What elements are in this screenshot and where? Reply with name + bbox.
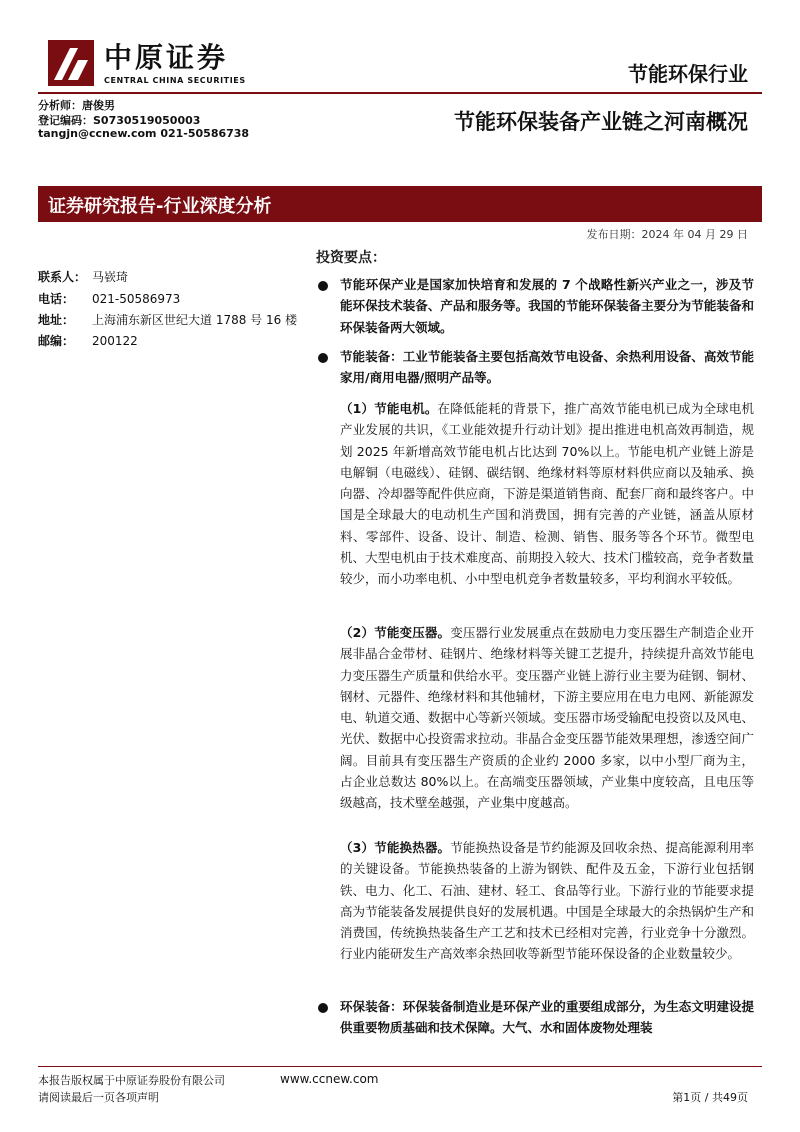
bullet-icon xyxy=(318,1003,328,1013)
subsection-transformer xyxy=(340,622,754,814)
contact-phone-label: 电话： xyxy=(38,292,75,306)
logo-subtext: CENTRAL CHINA SECURITIES xyxy=(104,76,246,85)
subsection-heat-exchanger-body: 节能换热设备是节约能源及回收余热、提高能源利用率的关键设备。节能换热装备的上游为钢铁、配件及五金，下游行业包括钢铁、电力、化工、石油、建材、轻工、食品等行业。下游行业的节能要求提高为节能装备发展提供良好的发展机遇。中国是全球最大的余热锅炉生产和消费国，传统换热装备生产工艺和技术已经相对完善，行业竞争十分激烈。行业内能研发生产高效率余热回收等新型节能环保设备的企业数量较少。 xyxy=(340,840,754,962)
point-paragraph-2: 节能装备：工业节能装备主要包括高效节电设备、余热利用设备、高效节能家用/商用电器/照明产品等。 xyxy=(340,349,754,386)
logo-icon xyxy=(48,40,94,86)
contact-zip xyxy=(38,332,138,350)
bullet-icon xyxy=(318,353,328,363)
analyst-registration: 登记编码：S0730519050003 xyxy=(38,114,201,127)
contact-phone-value: 021-50586973 xyxy=(92,292,181,306)
page-number: 第1页 / 共49页 xyxy=(672,1091,748,1104)
subsection-motor xyxy=(340,398,754,590)
point-paragraph-1: 节能环保产业是国家加快培育和发展的 7 个战略性新兴产业之一，涉及节能环保技术装备、产品和服务等。我国的节能环保装备主要分为节能装备和环保装备两大领域。 xyxy=(340,277,754,335)
analyst-contact: tangjn@ccnew.com 021-50586738 xyxy=(38,127,250,140)
subsection-heat-exchanger xyxy=(340,837,754,965)
subsection-motor-body: 在降低能耗的背景下，推广高效节能电机已成为全球电机产业发展的共识，《工业能效提升行动计划》提出推进电机高效再制造，规划 2025 年新增高效节能电机占比达到 70%以上。节能电机产业链上游是电解铜（电磁线）、硅钢、碳结钢、绝缘材料等原材料供应商以及轴承、换向器、冷却器等配件供应商，下游是渠道销售商、配套厂商和最终客户。中国是全球最大的电动机生产国和消费国，拥有完善的产业链，涵盖从原材料、零部件、设备、设计、制造、检测、销售、服务等各个环节。微型电机、大型电机由于技术难度高、前期投入较大、技术门槛较高，竞争者数量较少，而小功率电机、小中型电机竞争者数量较多，平均利润水平较低。 xyxy=(340,401,754,587)
contact-zip-value: 200122 xyxy=(92,334,138,348)
subsection-motor-heading: （1）节能电机。 xyxy=(340,401,438,416)
footer-notice: 请阅读最后一页各项声明 xyxy=(38,1091,159,1104)
footer-copyright: 本报告版权属于中原证券股份有限公司 xyxy=(38,1074,225,1087)
contact-address xyxy=(38,311,297,329)
subsection-transformer-heading: （2）节能变压器。 xyxy=(340,625,451,640)
contact-person-value: 马嵚琦 xyxy=(92,270,129,284)
footer-divider xyxy=(38,1066,762,1067)
footer-website[interactable]: www.ccnew.com xyxy=(280,1072,379,1086)
contact-person-label: 联系人： xyxy=(38,270,87,284)
header-divider xyxy=(38,92,762,94)
subsection-heat-exchanger-heading: （3）节能换热器。 xyxy=(340,840,451,855)
point-paragraph-3: 环保装备：环保装备制造业是环保产业的重要组成部分，为生态文明建设提供重要物质基础和技术保障。大气、水和固体废物处理装 xyxy=(340,999,754,1036)
contact-zip-label: 邮编： xyxy=(38,334,75,348)
contact-person xyxy=(38,268,128,286)
bullet-icon xyxy=(318,281,328,291)
industry-label: 节能环保行业 xyxy=(628,62,748,86)
contact-address-value: 上海浦东新区世纪大道 1788 号 16 楼 xyxy=(92,313,298,327)
contact-address-label: 地址： xyxy=(38,313,75,327)
logo-text: 中原证券 xyxy=(104,41,229,74)
section-title: 投资要点： xyxy=(316,250,386,266)
report-type-text: 证券研究报告-行业深度分析 xyxy=(48,196,272,217)
analyst-name: 分析师：唐俊男 xyxy=(38,99,115,112)
report-title: 节能环保装备产业链之河南概况 xyxy=(454,110,748,134)
subsection-transformer-body: 变压器行业发展重点在鼓励电力变压器生产制造企业开展非晶合金带材、硅钢片、绝缘材料等关键工艺提升，持续提升高效节能电力变压器生产质量和供给水平。变压器产业链上游行业主要为硅钢、铜材、钢材、元器件、绝缘材料和其他辅材，下游主要应用在电力电网、新能源发电、轨道交通、数据中心等新兴领域。变压器市场受输配电投资以及风电、光伏、数据中心投资需求拉动。非晶合金变压器节能效果理想，渗透空间广阔。目前具有变压器生产资质的企业约 2000 多家，以中小型厂商为主，占企业总数达 80%以上。在高端变压器领域，产业集中度较高，且电压等级越高，技术壁垒越强，产业集中度越高。 xyxy=(340,625,754,811)
contact-phone xyxy=(38,290,180,308)
publish-date: 发布日期：2024 年 04 月 29 日 xyxy=(586,228,748,241)
